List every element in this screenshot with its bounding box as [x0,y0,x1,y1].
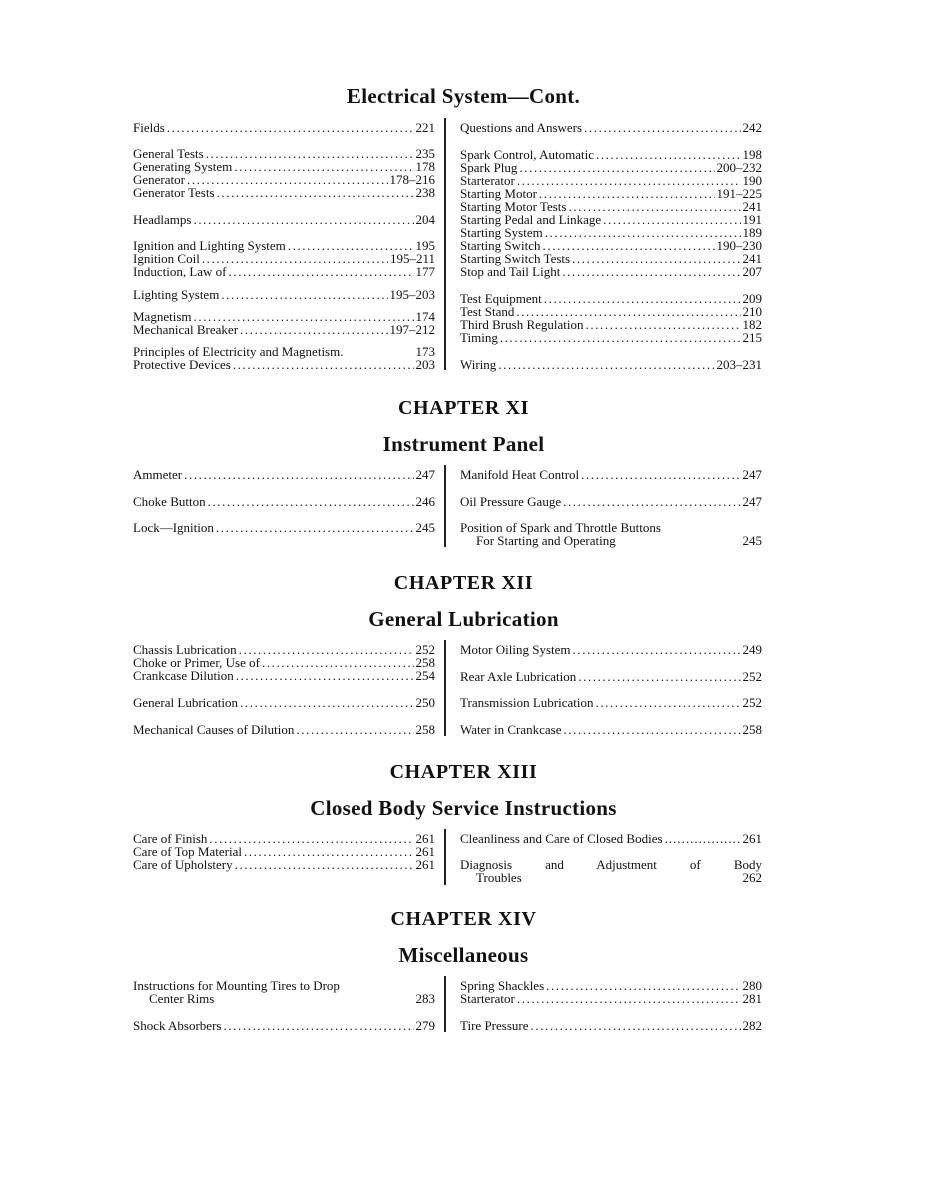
chapter-12-index [133,643,765,738]
entry-page: 177 [415,264,435,279]
entry-page: 258 [415,722,435,737]
entry-page: 174 [415,309,435,324]
chapter-12-left-column [133,643,444,738]
entry-text: Starting Motor Tests [460,199,567,214]
entry-text-continued: Center Rims [149,991,215,1006]
entry-text: Generator Tests [133,185,215,200]
entry-text: Test Stand [460,304,515,319]
entry-page: 261 [415,857,435,872]
entry-text: Induction, Law of [133,264,227,279]
entry-page: 178–216 [389,172,435,187]
entry-text: Ignition Coil [133,251,200,266]
entry-page: 191 [742,212,762,227]
index-entry [460,643,762,656]
entry-text: Ignition and Lighting System [133,238,286,253]
entry-text: Shock Absorbers [133,1018,222,1033]
index-entry [460,521,762,547]
entry-page: 195 [415,238,435,253]
entry-text: Choke Button [133,494,206,509]
entry-page: 242 [742,120,762,135]
entry-text: Test Equipment [460,291,542,306]
entry-text-continued: For Starting and Operating [476,533,616,548]
entry-page: 247 [742,467,762,482]
electrical-index [133,121,765,372]
entry-page: 252 [742,669,762,684]
chapter-heading: CHAPTER XI [397,397,529,419]
entry-text: Generating System [133,159,233,174]
entry-page: 195–203 [389,287,435,302]
index-entry [133,323,435,336]
entry-text: Wiring [460,357,497,372]
entry-page: 261 [415,844,435,859]
entry-text: Tire Pressure [460,1018,529,1033]
index-entry [133,495,435,508]
entry-page: 204 [415,212,435,227]
index-entry [133,288,435,301]
index-entry [133,358,435,371]
entry-page: 250 [415,695,435,710]
entry-text: Instructions for Mounting Tires to Drop [133,978,340,993]
index-entry [133,265,435,278]
entry-page: 203 [415,357,435,372]
entry-text: Mechanical Causes of Dilution [133,722,295,737]
entry-page: 283 [415,991,435,1006]
chapter-11-index [133,468,765,549]
index-entry [133,979,435,1005]
entry-page: 249 [742,642,762,657]
electrical-right-column [446,121,762,372]
entry-page: 247 [742,494,762,509]
index-entry [460,832,762,845]
entry-page: 241 [742,251,762,266]
chapter-subtitle: General Lubrication [368,607,559,631]
section-title: Electrical System—Cont. [346,84,581,108]
chapter-heading: CHAPTER XIII [389,761,538,783]
electrical-left-column [133,121,444,372]
index-entry [460,121,762,134]
entry-text-continued: Troubles [476,870,522,885]
index-entry [133,669,435,682]
entry-text: Headlamps [133,212,192,227]
entry-page: 235 [415,146,435,161]
index-entry [133,723,435,736]
index-entry [133,521,435,534]
entry-text: Crankcase Dilution [133,668,234,683]
entry-text: Principles of Electricity and Magnetism. [133,344,344,359]
entry-text: Lighting System [133,287,220,302]
chapter-11-left-column [133,468,444,549]
entry-text: General Tests [133,146,204,161]
entry-page: 182 [742,317,762,332]
chapter-heading: CHAPTER XIV [390,908,537,930]
index-entry [460,1019,762,1032]
chapter-subtitle: Closed Body Service Instructions [310,796,617,820]
entry-text: Chassis Lubrication [133,642,237,657]
entry-text: Mechanical Breaker [133,322,239,337]
chapter-subtitle: Instrument Panel [382,432,545,456]
entry-text: Stop and Tail Light [460,264,561,279]
index-entry [133,696,435,709]
entry-text: Questions and Answers [460,120,583,135]
entry-text: Lock—Ignition [133,520,214,535]
entry-text: Starterator [460,991,515,1006]
entry-text: Generator [133,172,185,187]
index-entry [133,468,435,481]
entry-page: 215 [742,330,762,345]
index-entry [460,670,762,683]
entry-page: 281 [742,991,762,1006]
index-entry [460,358,762,371]
entry-page: 261 [415,831,435,846]
entry-page: 178 [415,159,435,174]
entry-page: 189 [742,225,762,240]
entry-page: 261 [742,831,762,846]
entry-page: 191–225 [716,186,762,201]
chapter-14-index [133,979,765,1034]
entry-page: 190–230 [716,238,762,253]
entry-text: Diagnosis and Adjustment of Body [460,857,762,872]
entry-page: 254 [415,668,435,683]
index-entry [460,265,762,278]
entry-page: 221 [415,120,435,135]
chapter-14-right-column [446,979,762,1034]
entry-text: Starting Switch Tests [460,251,571,266]
entry-text: Spark Plug [460,160,518,175]
chapter-heading: CHAPTER XII [393,572,534,594]
entry-page: 246 [415,494,435,509]
entry-text: Spark Control, Automatic [460,147,594,162]
entry-page: 209 [742,291,762,306]
index-entry [460,696,762,709]
entry-text: Oil Pressure Gauge [460,494,562,509]
entry-text: Starting System [460,225,543,240]
entry-text: Water in Crankcase [460,722,562,737]
index-entry [460,468,762,481]
entry-text: Cleanliness and Care of Closed Bodies [460,831,663,846]
chapter-13-index [133,832,765,887]
index-entry [133,186,435,199]
entry-page: 197–212 [389,322,435,337]
entry-page: 241 [742,199,762,214]
entry-text: Care of Upholstery [133,857,233,872]
entry-page: 173 [415,344,435,359]
entry-page: 280 [742,978,762,993]
entry-page: 200–232 [716,160,762,175]
entry-text: Starterator [460,173,515,188]
entry-page: 282 [742,1018,762,1033]
index-entry [460,992,762,1005]
entry-page: 258 [742,722,762,737]
index-entry [460,858,762,884]
chapter-subtitle: Miscellaneous [398,943,529,967]
entry-page: 258 [415,655,435,670]
entry-text: General Lubrication [133,695,239,710]
entry-page: 247 [415,467,435,482]
entry-text: Transmission Lubrication [460,695,594,710]
entry-page: 210 [742,304,762,319]
entry-page: 252 [742,695,762,710]
entry-page: 203–231 [716,357,762,372]
entry-text: Manifold Heat Control [460,467,580,482]
entry-text: Choke or Primer, Use of [133,655,260,670]
entry-page: 245 [742,533,762,548]
entry-text: Motor Oiling System [460,642,571,657]
entry-page: 198 [742,147,762,162]
index-entry [460,495,762,508]
chapter-14-left-column [133,979,444,1034]
entry-text: Starting Motor [460,186,537,201]
index-entry [133,858,435,871]
entry-text: Rear Axle Lubrication [460,669,577,684]
entry-text: Timing [460,330,498,345]
entry-page: 252 [415,642,435,657]
entry-text: Spring Shackles [460,978,545,993]
entry-text: Third Brush Regulation [460,317,584,332]
entry-page: 207 [742,264,762,279]
entry-page: 195–211 [389,251,435,266]
entry-text: Care of Finish [133,831,208,846]
index-entry [133,121,435,134]
entry-text: Starting Pedal and Linkage [460,212,602,227]
index-entry [460,318,762,331]
entry-text: Ammeter [133,467,183,482]
entry-text: Starting Switch [460,238,541,253]
entry-page: 238 [415,185,435,200]
chapter-12-right-column [446,643,762,738]
chapter-13-left-column [133,832,444,887]
entry-page: 279 [415,1018,435,1033]
entry-text: Magnetism [133,309,192,324]
chapter-13-right-column [446,832,762,887]
index-entry [133,1019,435,1032]
index-entry [133,213,435,226]
chapter-11-right-column [446,468,762,549]
entry-text: Care of Top Material [133,844,242,859]
entry-page: 262 [742,870,762,885]
entry-text: Fields [133,120,165,135]
index-entry [460,331,762,344]
entry-text: Protective Devices [133,357,231,372]
entry-page: 190 [742,173,762,188]
entry-text: Position of Spark and Throttle Buttons [460,520,661,535]
entry-page: 245 [415,520,435,535]
index-entry [460,723,762,736]
